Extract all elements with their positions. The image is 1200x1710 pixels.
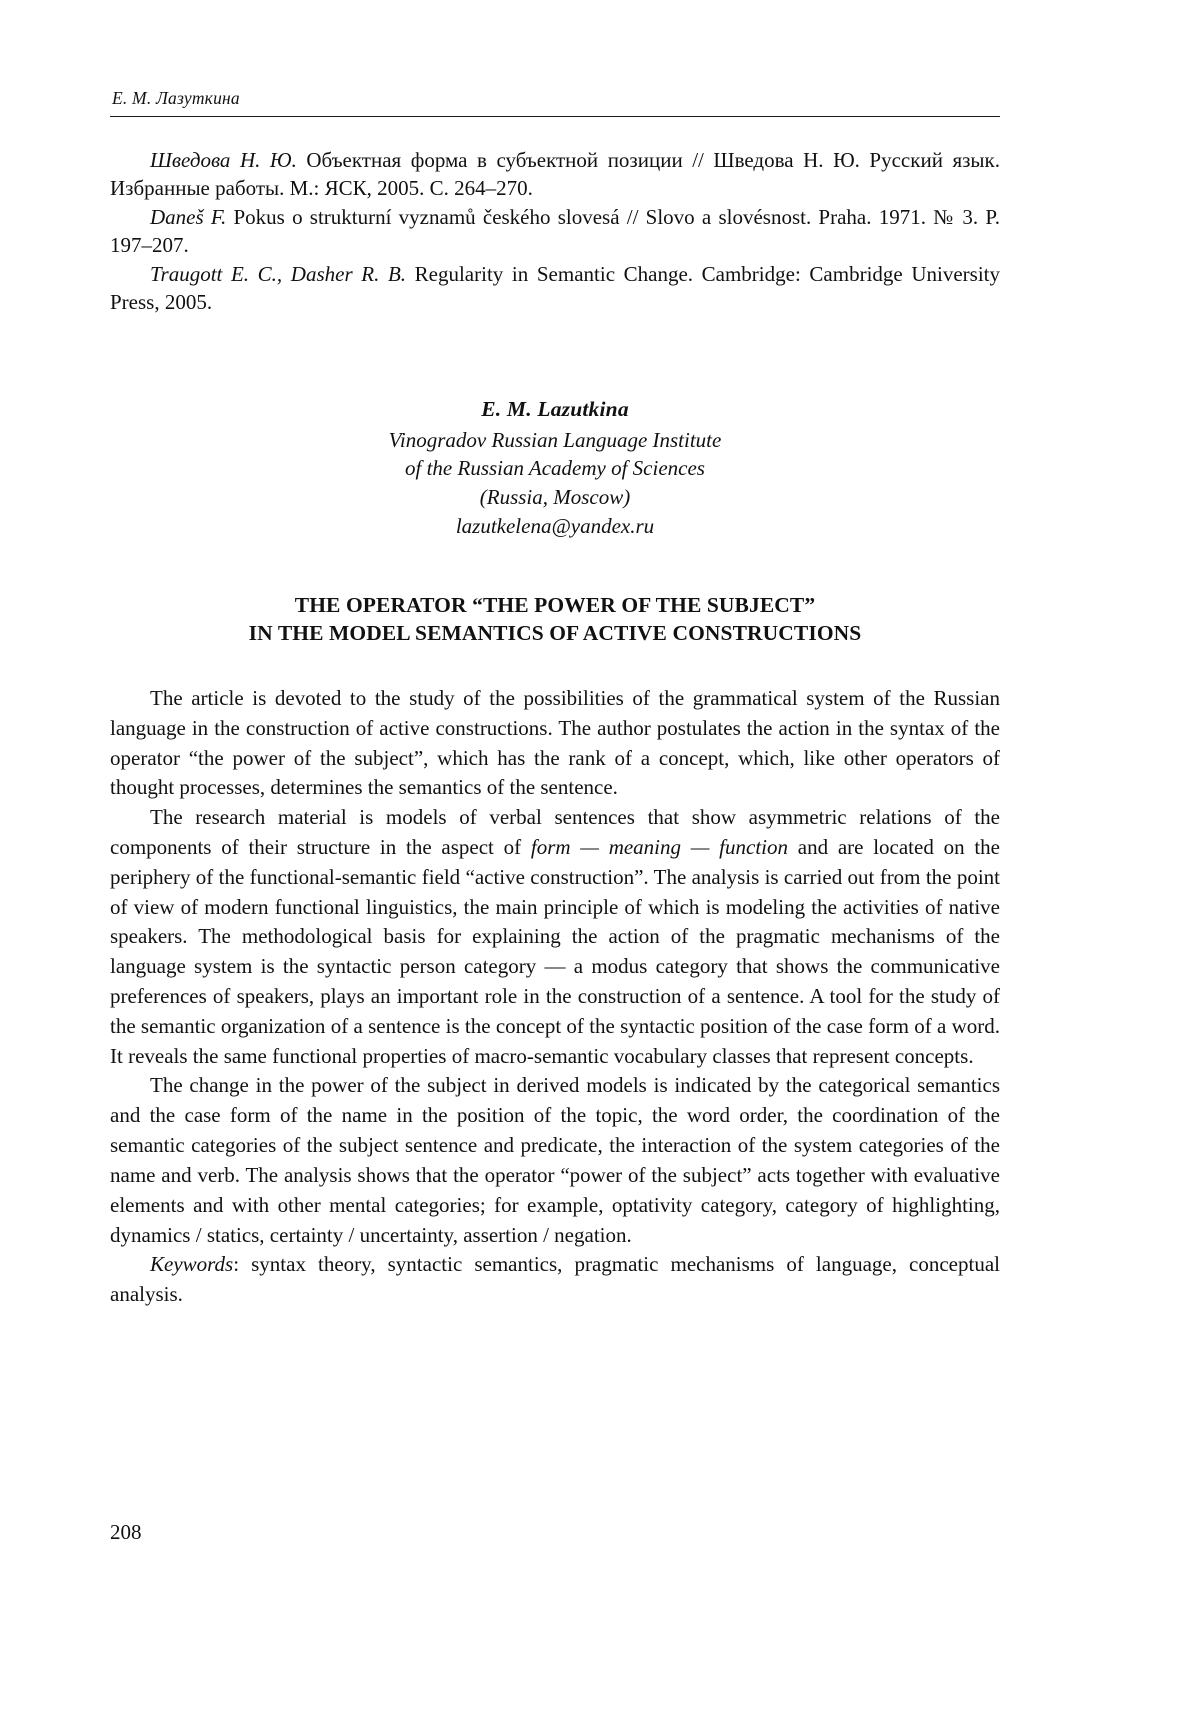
english-author-block xyxy=(110,395,1000,541)
article-title xyxy=(110,591,1000,648)
abstract-p2-part2: and are located on the periphery of the functional-semantic field “active construction”. The analysis is carried out from the point of view of modern functional linguistics, the main principle of which is modeling the activities of native speakers. The methodological basis for explaining the action of the pragmatic mechanisms of the language system is the syntactic person category — a modus category that shows the communicative preferences of speakers, plays an important role in the construction of a sentence. A tool for the study of the semantic organization of a sentence is the concept of the syntactic position of the case form of a word. It reveals the same functional properties of macro-semantic vocabulary classes that represent concepts. xyxy=(110,834,1000,1068)
abstract xyxy=(110,684,1000,1310)
abstract-p2-emphasis: form — meaning — function xyxy=(530,834,789,859)
affiliation-line-1: Vinogradov Russian Language Institute xyxy=(388,427,722,452)
page-content xyxy=(110,88,1000,1310)
reference-text: Объектная форма в субъектной позиции // Шведова Н. Ю. Русский язык. Избранные работы. М.: ЯСК, 2005. С. 264–270. xyxy=(110,148,1000,200)
keywords-label: Keywords xyxy=(150,1252,234,1277)
affiliation xyxy=(110,427,1000,512)
affiliation-line-2: of the Russian Academy of Sciences xyxy=(405,456,705,481)
reference-authors: Traugott E. C., Dasher R. B. xyxy=(150,261,407,286)
article-title-line-1: THE OPERATOR “THE POWER OF THE SUBJECT” xyxy=(294,592,816,617)
page-number: 208 xyxy=(110,1520,142,1544)
keywords-text: : syntax theory, syntactic semantics, pragmatic mechanisms of language, conceptual analysis. xyxy=(110,1252,1000,1307)
header-rule xyxy=(110,116,1000,117)
reference-text: Regularity in Semantic Change. Cambridge: Cambridge University Press, 2005. xyxy=(110,261,1000,314)
keywords xyxy=(110,1250,1000,1310)
abstract-paragraph-1: The article is devoted to the study of the possibilities of the grammatical system of the Russian language in the construction of active constructions. The author postulates the action in the syntax of the operator “the power of the subject”, which has the rank of a concept, which, like other operators of thought processes, determines the semantics of the sentence. xyxy=(110,685,1000,800)
abstract-p2-part1: The research material is models of verbal sentences that show asymmetric relations of the components of their structure in the aspect of xyxy=(110,805,1000,859)
affiliation-location: (Russia, Moscow) xyxy=(479,484,631,509)
author-name: E. M. Lazutkina xyxy=(481,396,629,421)
reference-item xyxy=(110,204,1000,260)
reference-authors: Daneš F. xyxy=(150,204,227,229)
reference-text: Pokus o strukturní vyznamů českého slovesá // Slovo a slovésnost. Praha. 1971. № 3. P. 197–207. xyxy=(110,204,1000,257)
reference-authors: Шведова Н. Ю. xyxy=(150,148,297,172)
running-head: Е. М. Лазуткина xyxy=(112,88,240,108)
reference-item xyxy=(110,261,1000,317)
author-email: lazutkelena@yandex.ru xyxy=(455,514,655,539)
reference-list xyxy=(110,147,1000,317)
reference-item xyxy=(110,147,1000,203)
abstract-paragraph-2 xyxy=(110,803,1000,1071)
article-title-line-2: IN THE MODEL SEMANTICS OF ACTIVE CONSTRUCTIONS xyxy=(248,621,862,646)
abstract-paragraph-3: The change in the power of the subject in derived models is indicated by the categorical semantics and the case form of the name in the position of the topic, the word order, the coordination of the semantic categories of the subject sentence and predicate, the interaction of the system categories of the name and verb. The analysis shows that the operator “power of the subject” acts together with evaluative elements and with other mental categories; for example, optativity category, category of highlighting, dynamics / statics, certainty / uncertainty, assertion / negation. xyxy=(110,1073,1000,1247)
